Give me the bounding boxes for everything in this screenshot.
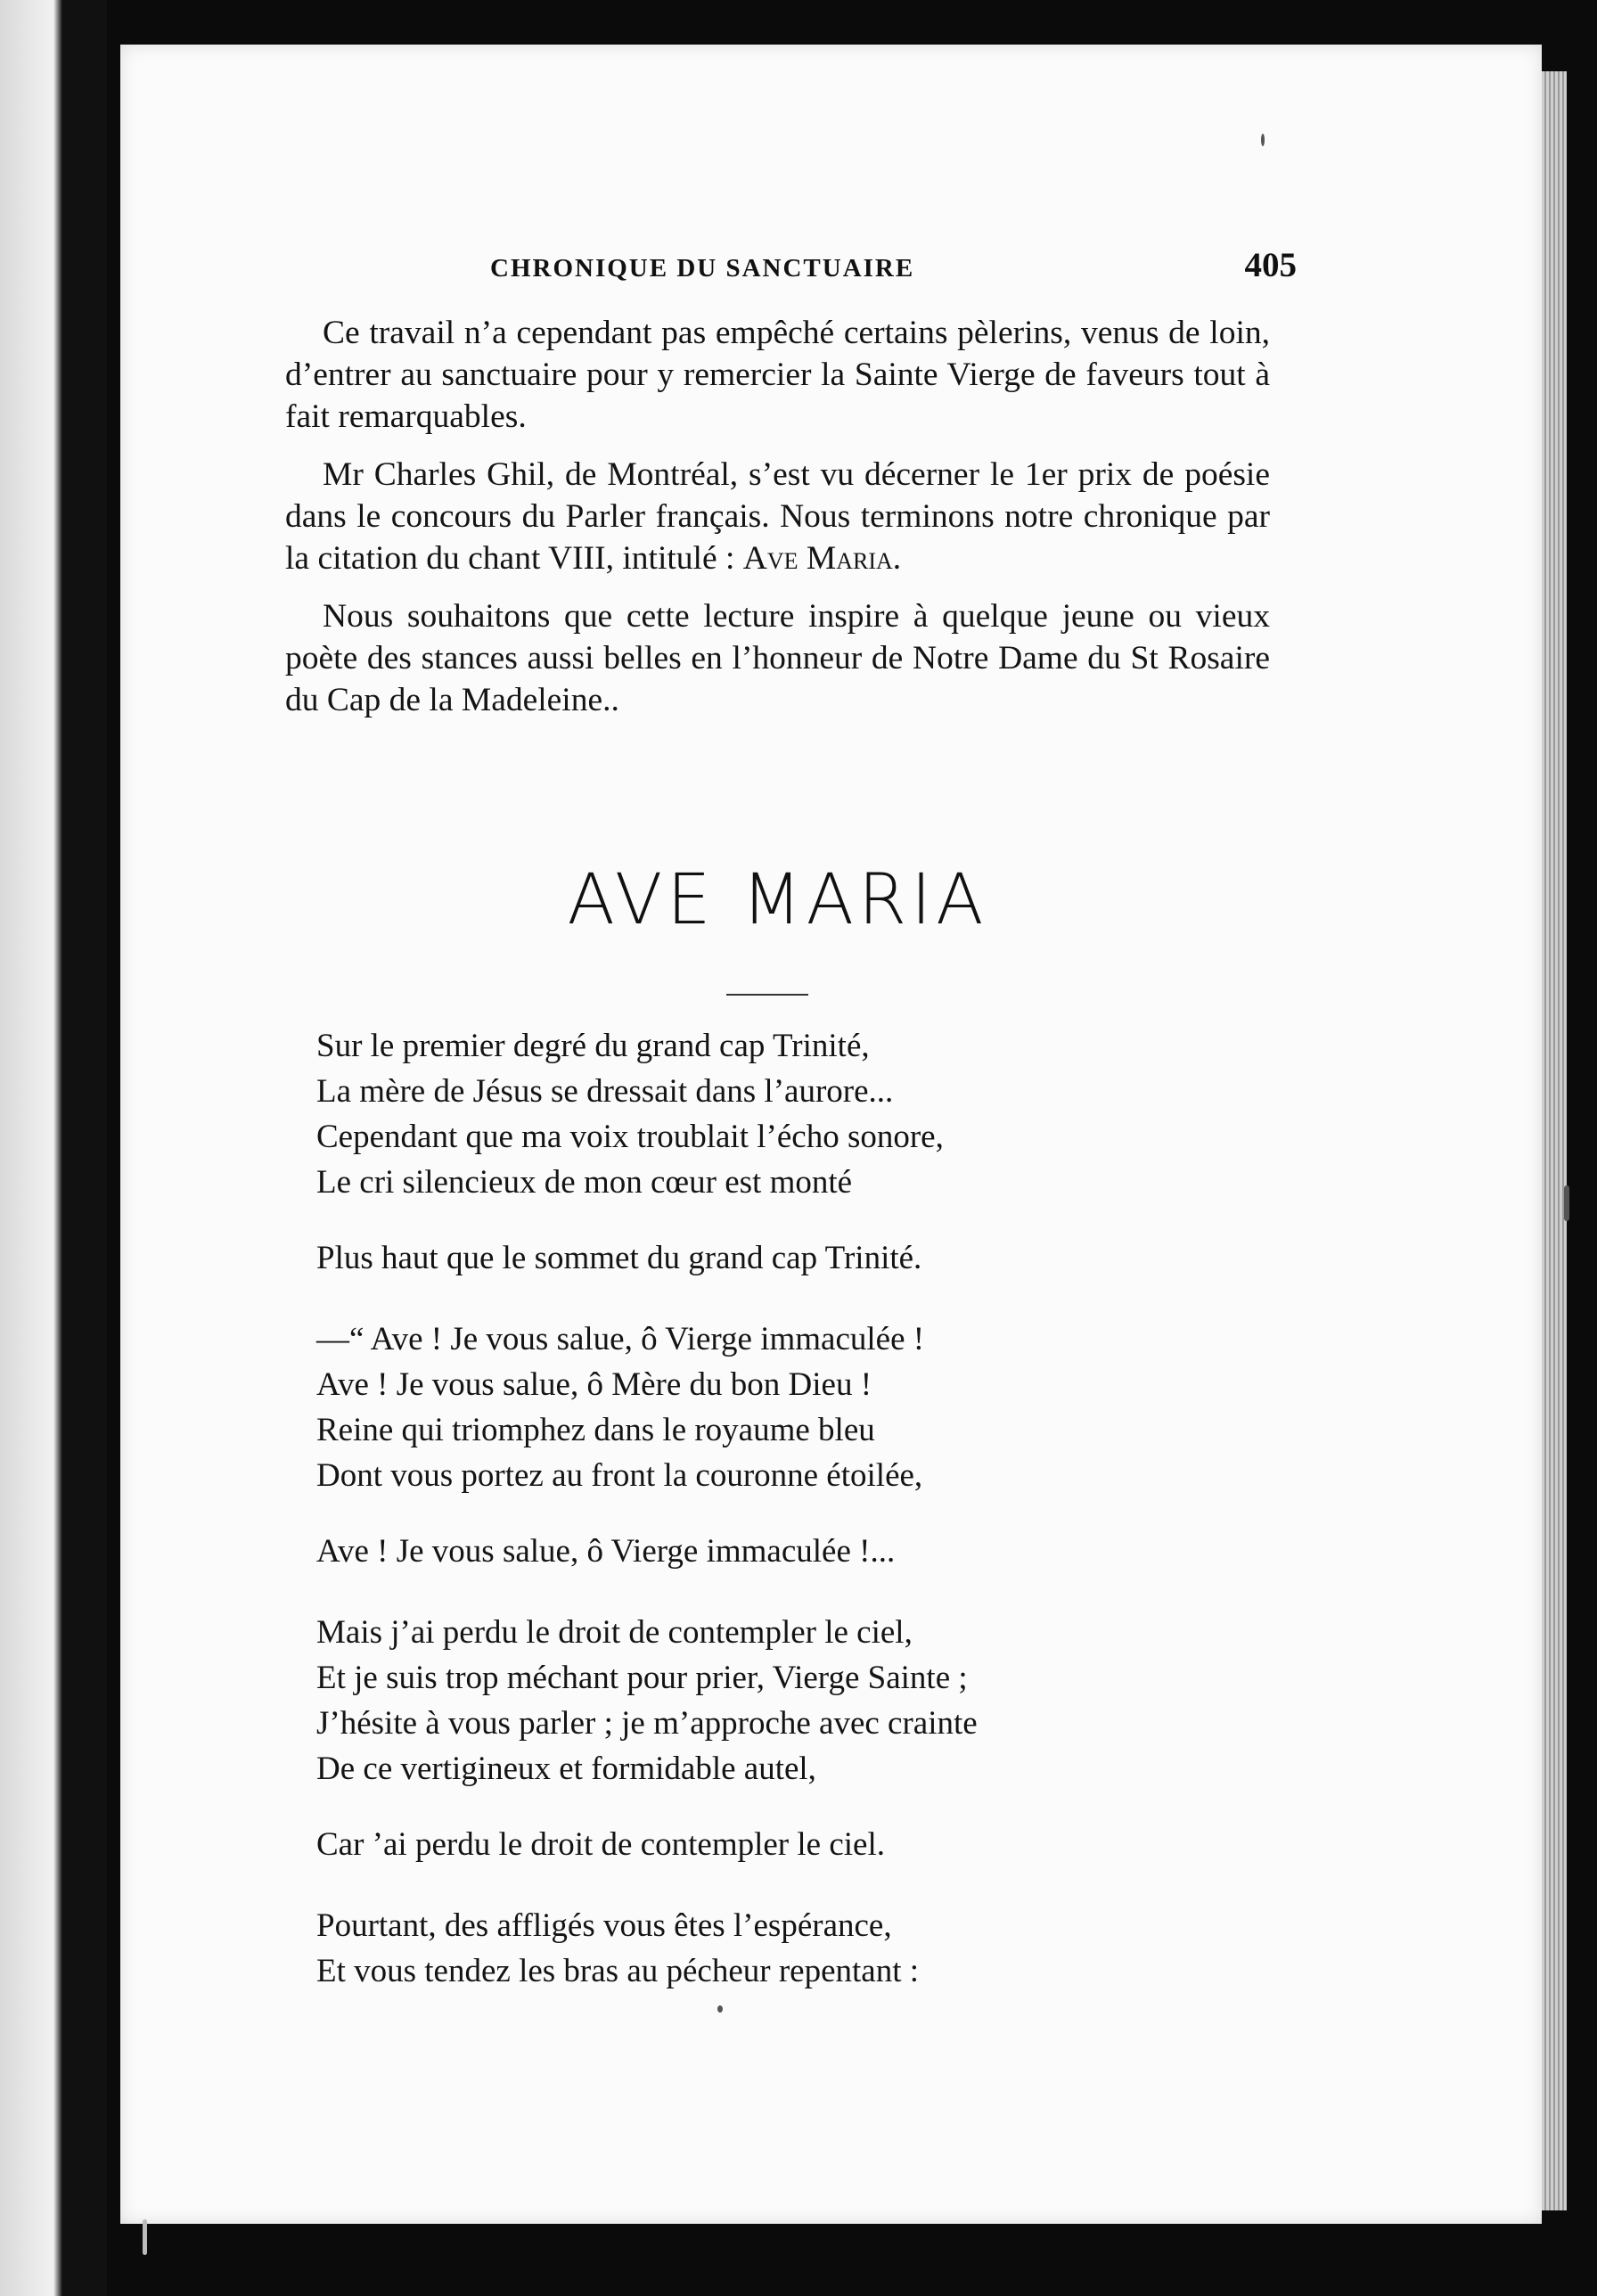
refrain-3 (316, 1822, 1208, 1867)
refrain-2 (316, 1529, 1208, 1574)
running-title: CHRONIQUE DU SANCTUAIRE (490, 254, 915, 283)
scan-speck (143, 2219, 147, 2255)
poem-line: Car ’ai perdu le droit de contempler le ciel. (316, 1826, 885, 1863)
scan-left-border (0, 0, 107, 2296)
poem-line: —“ Ave ! Je vous salue, ô Vierge immaculée ! (316, 1321, 925, 1357)
poem-body (316, 1023, 1208, 2024)
poem-line: Mais j’ai perdu le droit de contempler le ciel, (316, 1614, 913, 1651)
paragraph-2-text: Mr Charles Ghil, de Montréal, s’est vu décerner le 1er prix de poésie dans le concours du Parler français. Nous terminons notre chronique par la citation du chant VIII, intitulé : (285, 456, 1270, 577)
poem-title: AVE MARIA (567, 860, 988, 940)
poem-line: Ave ! Je vous salue, ô Mère du bon Dieu ! (316, 1366, 872, 1403)
poem-line: Reine qui triomphez dans le royaume bleu (316, 1412, 875, 1448)
title-divider (726, 994, 808, 996)
poem-line: De ce vertigineux et formidable autel, (316, 1751, 816, 1787)
stanza-1 (316, 1023, 1208, 1205)
running-head (285, 209, 1297, 284)
refrain-1 (316, 1235, 1208, 1281)
scan-speck (1564, 1185, 1569, 1221)
poem-line: Sur le premier degré du grand cap Trinité, (316, 1028, 870, 1064)
prose-section (285, 312, 1270, 737)
paragraph-2-title-ref: Ave Maria. (742, 540, 902, 577)
paragraph-1: Ce travail n’a cependant pas empêché certains pèlerins, venus de loin, d’entrer au sanctuaire pour y remercier la Sainte Vierge de faveurs tout à fait remarquables. (285, 315, 1270, 435)
stanza-4 (316, 1903, 1208, 1994)
poem-line: Et vous tendez les bras au pécheur repentant : (316, 1953, 920, 1989)
book-page-edges (1542, 71, 1567, 2210)
poem-line: La mère de Jésus se dressait dans l’aurore... (316, 1073, 894, 1110)
stanza-3 (316, 1610, 1208, 1792)
paragraph-2 (285, 454, 1270, 579)
page-number: 405 (1244, 246, 1297, 284)
scan-speck (717, 2005, 723, 2013)
poem-line: J’hésite à vous parler ; je m’approche avec crainte (316, 1705, 978, 1742)
scan-speck (1261, 134, 1265, 146)
poem-line: Le cri silencieux de mon cœur est monté (316, 1164, 853, 1201)
poem-line: Dont vous portez au front la couronne étoilée, (316, 1457, 923, 1494)
paragraph-3: Nous souhaitons que cette lecture inspire à quelque jeune ou vieux poète des stances aussi belles en l’honneur de Notre Dame du St Rosaire du Cap de la Madeleine.. (285, 598, 1270, 718)
stanza-2 (316, 1316, 1208, 1498)
poem-line: Ave ! Je vous salue, ô Vierge immaculée !... (316, 1533, 896, 1570)
poem-line: Cependant que ma voix troublait l’écho sonore, (316, 1119, 944, 1155)
poem-line: Plus haut que le sommet du grand cap Trinité. (316, 1240, 922, 1276)
poem-line: Pourtant, des affligés vous êtes l’espérance, (316, 1907, 892, 1944)
poem-line: Et je suis trop méchant pour prier, Vierge Sainte ; (316, 1660, 968, 1696)
